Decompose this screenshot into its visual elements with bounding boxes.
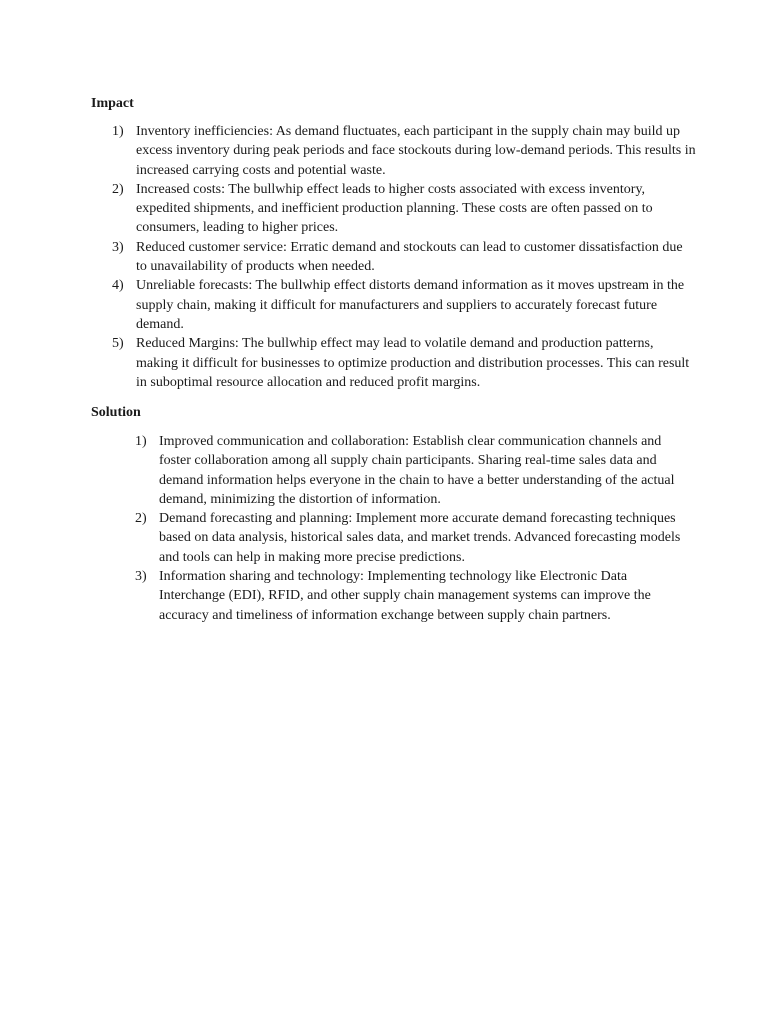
item-number: 1) [135,434,147,449]
item-text: Demand forecasting and planning: Implement more accurate demand forecasting techniques based on data analysis, historical sales data, and market trends. Advanced forecasting models and tools can help in making more precise predictions. [159,511,681,565]
item-number: 2) [135,511,147,527]
item-text: Information sharing and technology: Implementing technology like Electronic Data Interchange (EDI), RFID, and other supply chain management systems can improve the accuracy and timeliness of information exchange between supply chain partners. [159,569,651,623]
item-text: Reduced customer service: Erratic demand and stockouts can lead to customer dissatisfaction due to unavailability of products when needed. [136,239,683,275]
item-number: 1) [112,124,124,139]
impact-item-5 [112,334,696,392]
item-number: 2) [112,181,124,197]
impact-item-4 [112,276,696,334]
item-number: 4) [112,278,124,294]
item-text: Inventory inefficiencies: As demand fluctuates, each participant in the supply chain may build up excess inventory during peak periods and face stockouts during low-demand periods. This results in increased carrying costs and potential waste. [136,124,696,178]
impact-list [112,122,696,392]
item-text: Improved communication and collaboration: Establish clear communication channels and foster collaboration among all supply chain participants. Sharing real-time sales data and demand information helps everyone in the chain to have a better understanding of the actual demand, minimizing the distortion of information. [159,434,675,507]
solution-item-3 [135,567,689,625]
item-number: 3) [112,239,124,255]
item-number: 5) [112,336,124,352]
item-text: Increased costs: The bullwhip effect leads to higher costs associated with excess inventory, expedited shipments, and inefficient production planning. These costs are often passed on to consumers, leading to higher prices. [136,181,653,236]
solution-heading: Solution [91,405,141,420]
solution-list [135,432,689,625]
item-text: Reduced Margins: The bullwhip effect may lead to volatile demand and production patterns, making it difficult for businesses to optimize production and distribution processes. This can result in suboptimal resource allocation and reduced profit margins. [136,336,690,390]
impact-item-2 [112,180,696,238]
item-number: 3) [135,569,147,585]
solution-item-1 [135,432,689,509]
item-text: Unreliable forecasts: The bullwhip effect distorts demand information as it moves upstream in the supply chain, making it difficult for manufacturers and suppliers to accurately forecast future demand. [136,278,685,332]
impact-item-1 [112,122,696,180]
impact-item-3 [112,238,696,277]
solution-item-2 [135,509,689,567]
impact-heading: Impact [91,96,134,111]
